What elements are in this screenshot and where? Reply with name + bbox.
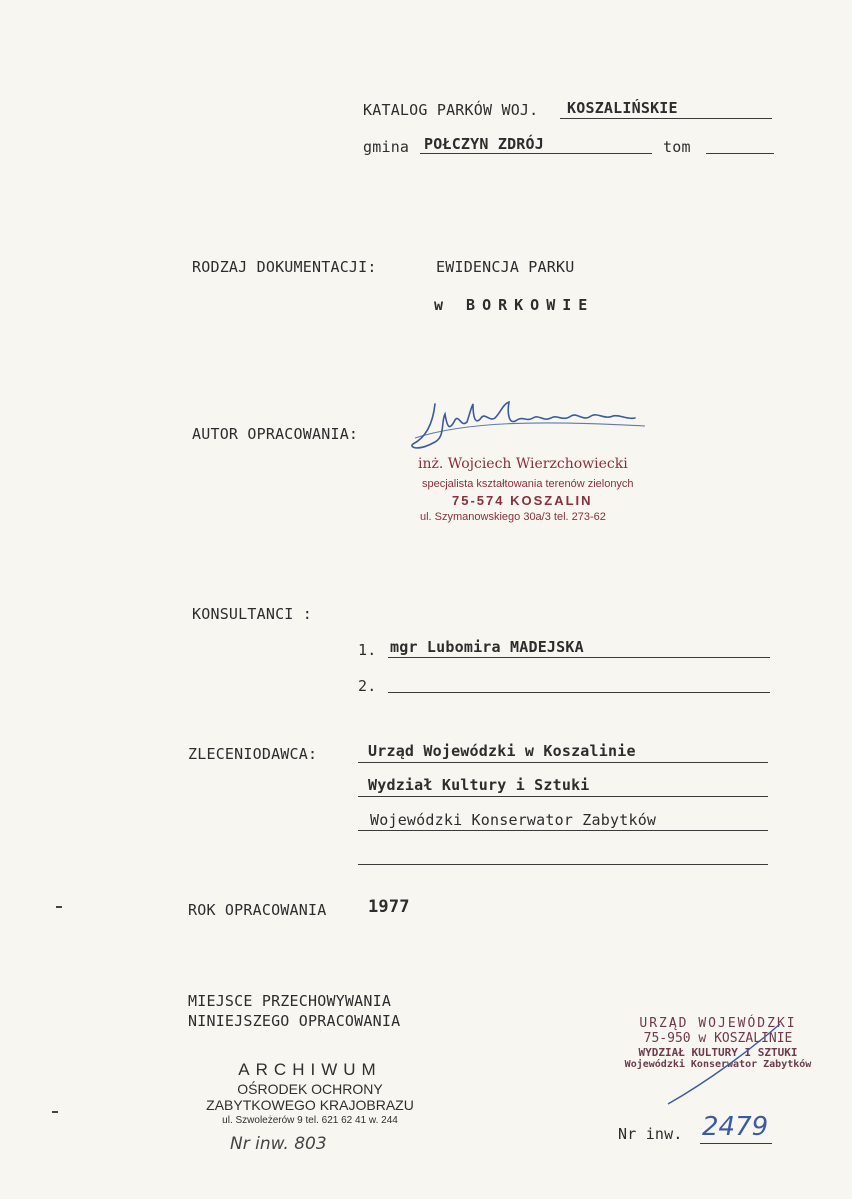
office-stamp-line4: Wojewódzki Konserwator Zabytków: [624, 1059, 812, 1070]
author-stamp-city: 75-574 KOSZALIN: [452, 493, 593, 508]
documentation-line2: w BORKOWIE: [434, 296, 595, 314]
inventory-underline: [700, 1143, 772, 1144]
year-label: ROK OPRACOWANIA: [188, 901, 327, 919]
client-line3: Wojewódzki Konserwator Zabytków: [370, 811, 657, 829]
gmina-label: gmina: [363, 138, 410, 156]
katalog-label: KATALOG PARKÓW WOJ.: [363, 101, 539, 119]
author-stamp-name: inż. Wojciech Wierzchowiecki: [418, 456, 628, 472]
client-label: ZLECENIODAWCA:: [188, 745, 318, 763]
author-label: AUTOR OPRACOWANIA:: [192, 425, 359, 443]
client-line2-underline: [358, 796, 768, 797]
author-signature-icon: [405, 392, 655, 462]
handwritten-inventory: Nr inw. 803: [230, 1134, 327, 1154]
archive-stamp-line4: ul. Szwoleżerów 9 tel. 621 62 41 w. 244: [222, 1115, 398, 1126]
office-stamp-line1: URZĄD WOJEWÓDZKI: [639, 1016, 797, 1031]
storage-label-line1: MIEJSCE PRZECHOWYWANIA: [188, 992, 392, 1010]
documentation-line1: EWIDENCJA PARKU: [436, 258, 575, 276]
office-stamp-line2: 75-950 w KOSZALINIE: [643, 1031, 793, 1046]
office-stamp-line3: WYDZIAŁ KULTURY I SZTUKI: [638, 1046, 798, 1059]
consultant-1-underline: [388, 657, 770, 658]
archive-stamp-line3: ZABYTKOWEGO KRAJOBRAZU: [206, 1097, 414, 1113]
author-stamp-address: ul. Szymanowskiego 30a/3 tel. 273-62: [420, 511, 606, 523]
client-line3-underline: [358, 830, 768, 831]
tom-underline: [706, 153, 774, 154]
client-line2: Wydział Kultury i Sztuki: [368, 776, 590, 794]
consultant-1-name: mgr Lubomira MADEJSKA: [390, 638, 584, 656]
archive-stamp: [200, 1060, 420, 1126]
tom-label: tom: [663, 138, 691, 156]
archive-stamp-title: ARCHIWUM: [238, 1060, 382, 1079]
gmina-underline: [420, 153, 652, 154]
consultant-2-num: 2.: [358, 677, 377, 695]
author-stamp-title: specjalista kształtowania terenów zielonych: [422, 478, 634, 490]
consultants-label: KONSULTANCI :: [192, 605, 312, 623]
year-value: 1977: [368, 897, 410, 917]
documentation-label: RODZAJ DOKUMENTACJI:: [192, 258, 377, 276]
margin-mark: [56, 906, 62, 908]
storage-label-line2: NINIEJSZEGO OPRACOWANIA: [188, 1012, 401, 1030]
office-stamp-cross-icon: [660, 1020, 790, 1110]
inventory-label: Nr inw.: [618, 1125, 683, 1143]
inventory-value: 2479: [702, 1112, 769, 1142]
client-line1-underline: [358, 762, 768, 763]
client-line1: Urząd Wojewódzki w Koszalinie: [368, 742, 636, 760]
consultant-1-num: 1.: [358, 641, 377, 659]
margin-mark: [52, 1111, 58, 1113]
archive-stamp-line2: OŚRODEK OCHRONY: [237, 1081, 383, 1097]
woj-value: KOSZALIŃSKIE: [567, 99, 678, 117]
woj-underline: [560, 118, 772, 119]
client-line4-underline: [358, 864, 768, 865]
consultant-2-underline: [388, 692, 770, 693]
gmina-value: POŁCZYN ZDRÓJ: [424, 135, 544, 153]
